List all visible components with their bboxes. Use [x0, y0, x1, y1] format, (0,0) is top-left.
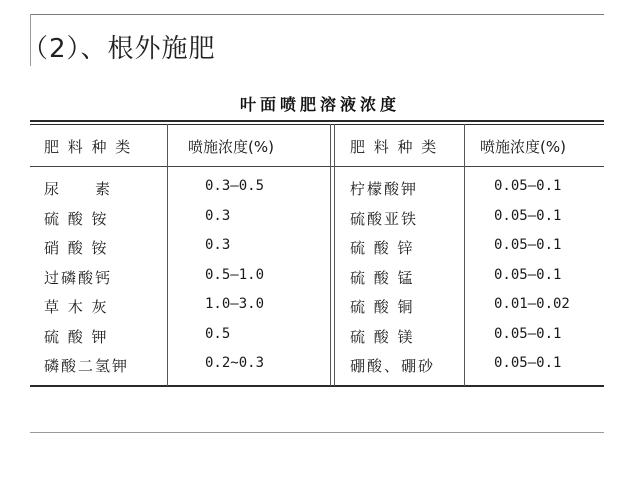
cell-concentration-left: 0.5—1.0: [205, 267, 265, 283]
table-bottom-rule: [30, 385, 604, 387]
cell-fertilizer-right: 硫 酸 锰: [350, 269, 415, 287]
cell-concentration-right: 0.05—0.1: [494, 237, 562, 253]
cell-fertilizer-right: 硫 酸 镁: [350, 328, 415, 346]
cell-concentration-right: 0.05—0.1: [494, 267, 562, 283]
cell-concentration-left: 0.3—0.5: [205, 178, 265, 194]
header-fertilizer-type-right: 肥 料 种 类: [350, 138, 439, 156]
table-caption: 叶面喷肥溶液浓度: [239, 95, 400, 114]
table-top-rule-thin: [30, 124, 604, 125]
cell-concentration-right: 0.05—0.1: [494, 208, 562, 224]
cell-fertilizer-left: 硫 酸 铵: [44, 210, 109, 228]
cell-fertilizer-right: 硫酸亚铁: [350, 210, 419, 228]
cell-fertilizer-right: 硼酸、硼砂: [350, 357, 436, 375]
header-concentration-right: 喷施浓度(%): [480, 138, 566, 156]
cell-concentration-left: 0.3: [205, 208, 231, 224]
cell-concentration-right: 0.05—0.1: [494, 326, 562, 342]
cell-concentration-left: 0.2~0.3: [205, 355, 265, 371]
cell-concentration-left: 1.0—3.0: [205, 296, 265, 312]
cell-fertilizer-right: 柠檬酸钾: [350, 180, 419, 198]
cell-fertilizer-left: 草 木 灰: [44, 298, 109, 316]
column-divider-double-right: [334, 124, 335, 386]
cell-concentration-left: 0.3: [205, 237, 231, 253]
table-header-rule: [30, 166, 604, 167]
cell-fertilizer-right: 硫 酸 铜: [350, 298, 415, 316]
column-divider: [464, 124, 465, 386]
cell-concentration-right: 0.05—0.1: [494, 178, 562, 194]
cell-concentration-right: 0.01—0.02: [494, 296, 570, 312]
cell-fertilizer-left: 硫 酸 钾: [44, 328, 109, 346]
cell-fertilizer-right: 硫 酸 锌: [350, 239, 415, 257]
cell-fertilizer-left: 硝 酸 铵: [44, 239, 109, 257]
cell-fertilizer-left: 磷酸二氢钾: [44, 357, 130, 375]
column-divider-double-left: [330, 124, 331, 386]
header-fertilizer-type-left: 肥 料 种 类: [44, 138, 133, 156]
header-concentration-left: 喷施浓度(%): [188, 138, 274, 156]
cell-fertilizer-left: 尿 素: [44, 180, 113, 198]
slide-top-border: [30, 14, 604, 15]
cell-concentration-right: 0.05—0.1: [494, 355, 562, 371]
table-top-rule: [30, 120, 604, 122]
cell-concentration-left: 0.5: [205, 326, 231, 342]
slide-title: （2）、根外施肥: [22, 34, 216, 64]
cell-fertilizer-left: 过磷酸钙: [44, 269, 113, 287]
slide-bottom-border: [30, 432, 604, 433]
column-divider: [167, 124, 168, 386]
